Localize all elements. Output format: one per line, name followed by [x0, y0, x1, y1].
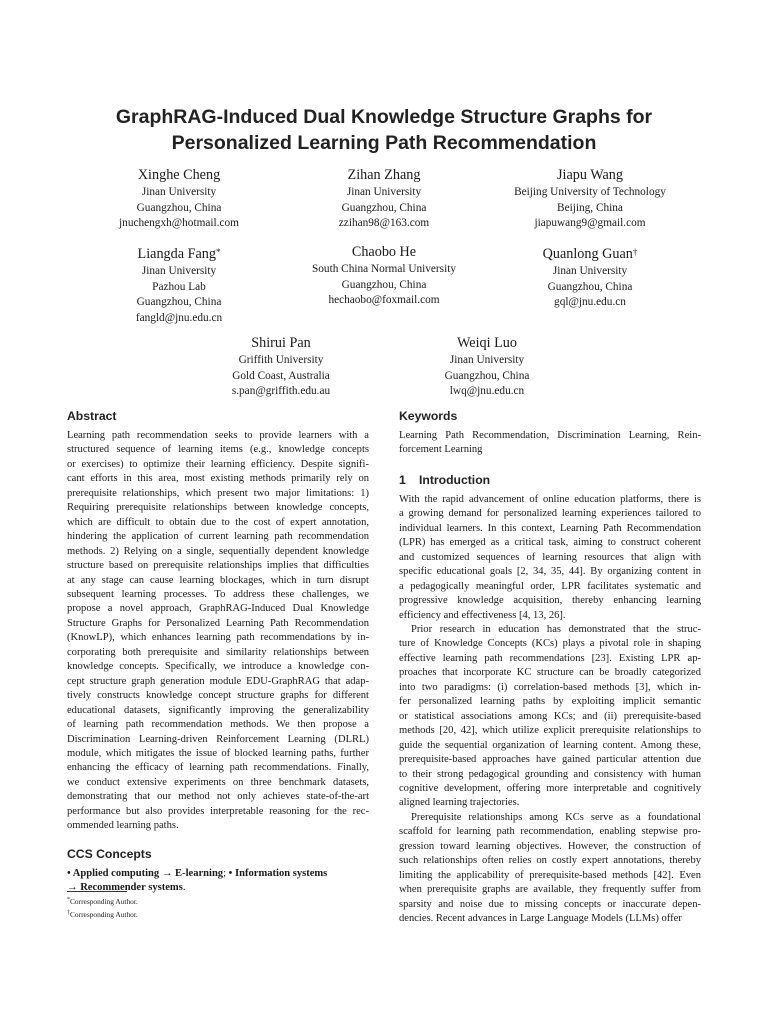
- ccs-separator: ;: [223, 867, 227, 879]
- author-affiliation-line: Beijing University of Technology: [514, 186, 666, 198]
- author-affiliation-line: Guangzhou, China: [444, 369, 530, 382]
- intro-paragraph-2: [399, 623, 701, 811]
- author-4: [69, 243, 289, 326]
- author-name: Zihan Zhang: [347, 167, 421, 183]
- author-affiliation-line: Griffith University: [238, 354, 324, 366]
- author-email[interactable]: fangld@jnu.edu.cn: [135, 311, 223, 324]
- ccs-item-2: Recommender systems: [80, 882, 183, 894]
- author-affiliation-line: Jinan University: [449, 354, 525, 366]
- text-line: prerequisite-based approaches have gained particular attention due: [399, 754, 701, 766]
- keywords-heading: Keywords: [399, 409, 458, 423]
- author-affiliation-line: Pazhou Lab: [152, 280, 206, 293]
- title-line-1: GraphRAG-Induced Dual Knowledge Structure Graphs for: [115, 106, 653, 128]
- author-email[interactable]: s.pan@griffith.edu.au: [231, 385, 331, 398]
- text-line: to their strong pedagogical grounding and consistency with human: [399, 768, 701, 780]
- author-affiliation-line: Beijing, China: [557, 201, 623, 214]
- text-line: Requiring prerequisite relationships between knowledge concepts,: [67, 502, 369, 514]
- text-line: corporating both prerequisite and similarity relationships between: [67, 646, 369, 658]
- ccs-arrow-1: →: [161, 867, 173, 879]
- author-mark: †: [632, 247, 638, 257]
- text-line: into two paradigms: (i) correlation-based methods [3], which in-: [399, 681, 701, 693]
- text-line: which are difficult to obtain due to the cost of expert annotation,: [67, 516, 369, 528]
- author-email[interactable]: hechaobo@foxmail.com: [328, 294, 440, 307]
- introduction-heading: [399, 472, 701, 488]
- paper-title: [40, 104, 728, 156]
- text-line: (LPR) has emerged as a critical task, aiming to construct coherent: [399, 537, 701, 549]
- author-name: Quanlong Guan†: [542, 246, 638, 262]
- text-line: proaches that incorporate KC structure can be broadly categorized: [399, 667, 701, 679]
- text-line: a pedagogically meaningful order, LPR facilitates systematic and: [399, 580, 701, 592]
- footnote-1: [67, 895, 138, 908]
- text-line: Prerequisite relationships among KCs serve as a foundational: [411, 811, 701, 823]
- text-line: Learning path recommendation seeks to provide learners with a: [67, 430, 369, 441]
- author-email[interactable]: lwq@jnu.edu.cn: [449, 385, 525, 398]
- author-name: Xinghe Cheng: [137, 167, 221, 183]
- author-affiliation-line: Jinan University: [346, 186, 422, 198]
- text-line: module, which mitigates the issue of blocked learning paths, further: [67, 747, 369, 759]
- intro-paragraph-1: [399, 493, 701, 623]
- text-line: progressive knowledge acquisition, thereby enhancing learning: [399, 595, 701, 607]
- text-line: (KnowLP), which enhances learning path recommendations by in-: [67, 632, 369, 644]
- author-8: [377, 334, 597, 400]
- author-affiliation-line: Jinan University: [141, 186, 217, 198]
- author-5: [274, 243, 494, 309]
- text-line: ture of Knowledge Concepts (KCs) plays a pivotal role in shaping: [399, 638, 701, 650]
- ccs-bullet-1: • Applied computing: [67, 867, 160, 879]
- text-line: fer personalized learning paths by exploiting implicit semantic: [399, 696, 701, 708]
- text-line: hindering the application of current learning path recommendation: [67, 531, 369, 543]
- text-line: effective learning path recommendations [23]. Existing LPR ap-: [399, 652, 701, 664]
- text-line: tively constructs knowledge concept structure graphs for different: [67, 690, 369, 702]
- text-line: at any stage can cause learning blockages, which in turn disrupt: [67, 574, 369, 586]
- footnote-mark-2: †: [67, 909, 70, 916]
- text-line: and customized sequences of learning resources that align with: [399, 551, 701, 563]
- author-name: Jiapu Wang: [557, 167, 623, 183]
- text-line: educational datasets, significantly improving the generalizability: [67, 704, 369, 716]
- author-email[interactable]: jnuchengxh@hotmail.com: [119, 217, 239, 230]
- text-line: specific educational goals [2, 34, 35, 44]. By organizing content in: [399, 566, 701, 578]
- text-line: when prerequisite graphs are available, they frequently suffer from: [399, 884, 701, 896]
- title-line-2: Personalized Learning Path Recommendation: [171, 132, 597, 154]
- author-affiliation-line: Guangzhou, China: [136, 201, 222, 214]
- text-line: we conduct extensive experiments on three benchmark datasets,: [67, 776, 369, 788]
- abstract-heading: Abstract: [67, 409, 117, 423]
- keywords-text: [399, 429, 701, 458]
- text-line: forcement Learning: [399, 444, 483, 456]
- text-line: propose a novel approach, GraphRAG-Induced Dual Knowledge: [67, 603, 369, 615]
- author-affiliation-line: Guangzhou, China: [341, 201, 427, 214]
- text-line: Prior research in education has demonstrated that the struc-: [411, 623, 701, 635]
- text-line: individual learners. In this context, Learning Path Recommendation: [399, 522, 701, 534]
- author-6: [480, 243, 700, 311]
- author-7: [171, 334, 391, 400]
- text-line: With the rapid advancement of online education platforms, there is: [399, 493, 701, 505]
- text-line: efficiency and effectiveness [4, 13, 26].: [399, 609, 566, 621]
- text-line: methods. 2) Relying on a single, sequentially dependent knowledge: [67, 545, 369, 557]
- section-title: Introduction: [419, 472, 491, 487]
- author-affiliation-line: Jinan University: [552, 265, 628, 277]
- text-line: methods [20, 42], which utilize explicit prerequisite relationships to: [399, 725, 701, 737]
- author-email[interactable]: jiapuwang9@gmail.com: [534, 217, 646, 230]
- author-name: Weiqi Luo: [457, 335, 517, 351]
- author-affiliation-line: South China Normal University: [311, 263, 457, 275]
- text-line: sparsity and noise due to missing concepts or inaccurate depen-: [399, 898, 701, 910]
- text-line: Discrimination Learning-driven Reinforcement Learning (DLRL): [67, 733, 369, 745]
- author-name: Liangda Fang*: [137, 246, 221, 262]
- ccs-item-1: E-learning: [175, 867, 224, 879]
- left-column: [67, 408, 369, 896]
- footnote-2-text: Corresponding Author.: [70, 909, 138, 919]
- author-2: [274, 166, 494, 232]
- text-line: cant efforts in this area, most existing methods primarily rely on: [67, 473, 369, 485]
- footnote-rule: [67, 891, 127, 892]
- author-affiliation-line: Gold Coast, Australia: [232, 369, 330, 382]
- footnote-1-text: Corresponding Author.: [70, 897, 138, 906]
- text-line: scaffold for learning path recommendation, enabling stepwise pro-: [399, 826, 701, 838]
- author-3: [480, 166, 700, 232]
- text-line: enhancing the efficacy of learning path recommendations. Finally,: [67, 762, 369, 774]
- text-line: or exercises) to optimize their learning efficiency. Despite signifi-: [67, 458, 369, 470]
- text-line: Structure Graphs for Personalized Learning Path Recommendation: [67, 617, 369, 629]
- footnotes: [67, 895, 138, 920]
- ccs-heading: CCS Concepts: [67, 846, 152, 861]
- author-name: Shirui Pan: [251, 335, 311, 351]
- text-line: performance but also provides interpretable reasoning for the rec-: [67, 805, 369, 817]
- text-line: aligned learning trajectories.: [399, 797, 520, 809]
- author-affiliation-line: Guangzhou, China: [136, 296, 222, 309]
- text-line: or statistical associations among KCs; and (ii) prerequisite-based: [399, 710, 701, 722]
- abstract-text: [67, 429, 369, 834]
- author-email[interactable]: gql@jnu.edu.cn: [554, 296, 626, 309]
- author-name: Chaobo He: [351, 244, 417, 260]
- author-affiliation-line: Guangzhou, China: [341, 278, 427, 291]
- intro-paragraph-3: [399, 811, 701, 927]
- text-line: such relationships often relies on costly expert annotations, thereby: [399, 855, 701, 867]
- ccs-bullet-2: • Information systems: [228, 867, 328, 879]
- ccs-end: .: [182, 882, 186, 894]
- text-line: knowledge concepts. Specifically, we introduce a knowledge con-: [67, 661, 369, 673]
- text-line: a growing demand for personalized learning experiences tailored to: [399, 508, 701, 520]
- text-line: structured sequence of learning items (e.g., knowledge concepts: [67, 444, 369, 456]
- author-affiliation-line: Jinan University: [141, 265, 217, 277]
- text-line: subsequent learning processes. To address these challenges, we: [67, 588, 369, 600]
- footnote-2: [67, 908, 138, 921]
- introduction-text: [399, 493, 701, 927]
- author-affiliation-line: Guangzhou, China: [547, 280, 633, 293]
- text-line: prerequisite relationships, which present two major limitations: 1): [67, 487, 369, 499]
- text-line: limiting the applicability of prerequisite-based methods [42]. Even: [399, 869, 701, 881]
- ccs-arrow-2: →: [67, 882, 78, 894]
- text-line: Learning Path Recommendation, Discrimination Learning, Rein-: [399, 430, 701, 441]
- text-line: demonstrating that our method not only achieves state-of-the-art: [67, 791, 369, 803]
- text-line: dencies. Recent advances in Large Language Models (LLMs) offer: [399, 913, 682, 925]
- text-line: ommended learning paths.: [67, 820, 179, 832]
- footnote-mark-1: *: [67, 897, 70, 903]
- section-number: 1: [399, 472, 406, 487]
- text-line: cognitive development, offering more interpretable and cognitively: [399, 782, 701, 794]
- text-line: guide the sequential organization of learning content. Among these,: [399, 739, 701, 751]
- text-line: of learning path recommendation methods. We then propose a: [67, 719, 369, 731]
- text-line: cept structure graph generation module EDU-GraphRAG that adap-: [67, 675, 369, 687]
- text-line: gression toward learning objectives. However, the construction of: [399, 840, 701, 852]
- author-mark: *: [215, 247, 221, 257]
- author-1: [69, 166, 289, 232]
- text-line: structure based on prerequisite relationships implies that difficulties: [67, 560, 369, 572]
- right-column: [399, 408, 701, 927]
- author-email[interactable]: zzihan98@163.com: [338, 217, 430, 230]
